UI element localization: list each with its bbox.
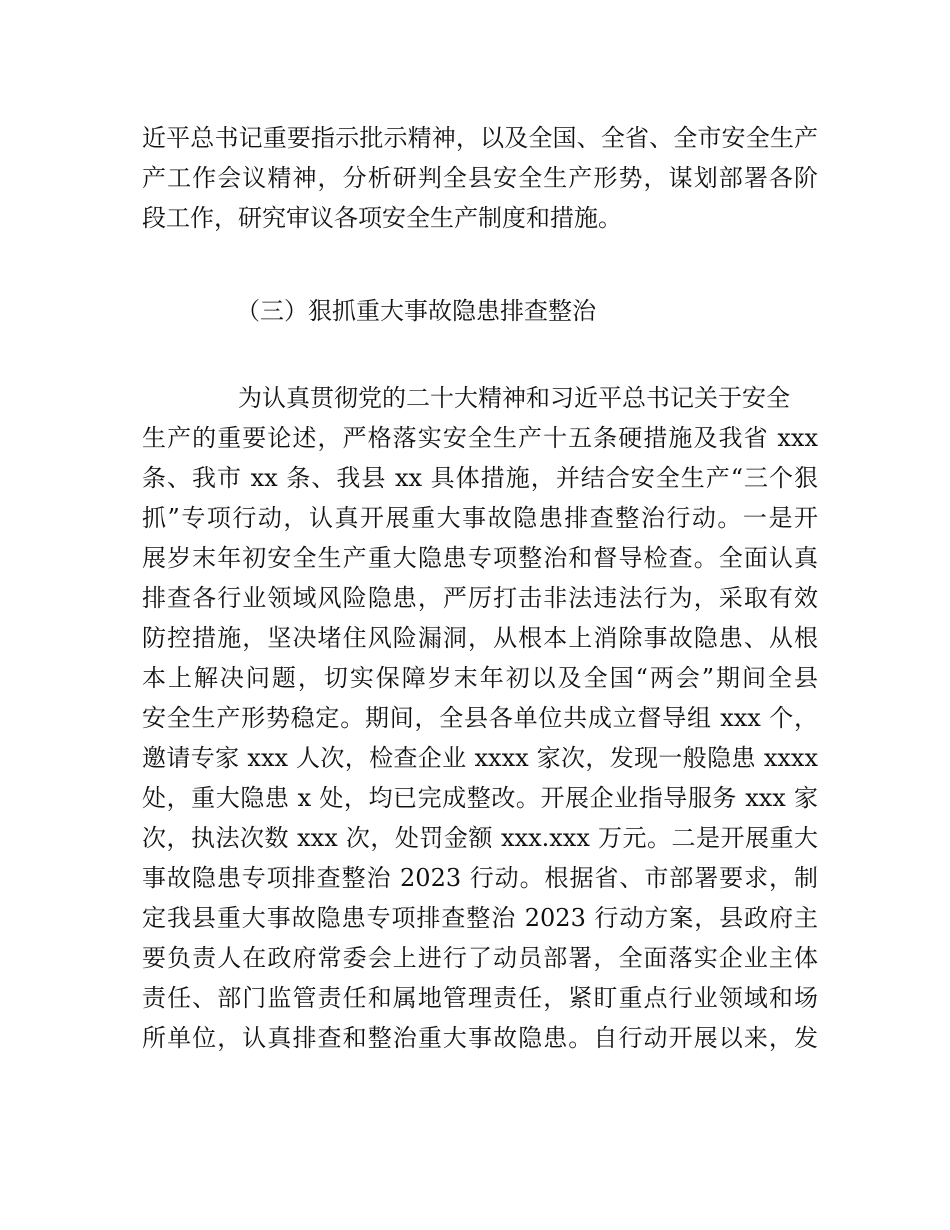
paragraph-line: 近平总书记重要指示批示精神，以及全国、全省、全市安全生产: [142, 124, 818, 152]
paragraph-line: 所单位，认真排查和整治重大事故隐患。自行动开展以来，发: [142, 1024, 818, 1052]
paragraph-line: 抓”专项行动，认真开展重大事故隐患排查整治行动。一是开: [142, 504, 818, 532]
paragraph-line: 产工作会议精神，分析研判全县安全生产形势，谋划部署各阶: [142, 164, 818, 192]
paragraph-line: 展岁末年初安全生产重大隐患专项整治和督导检查。全面认真: [142, 544, 818, 572]
paragraph-line: 要负责人在政府常委会上进行了动员部署，全面落实企业主体: [142, 944, 818, 972]
paragraph-line: 次，执法次数 xxx 次，处罚金额 xxx.xxx 万元。二是开展重大: [142, 824, 818, 852]
section-heading-block: [236, 291, 818, 331]
paragraph-line: 防控措施，坚决堵住风险漏洞，从根本上消除事故隐患、从根: [142, 624, 818, 652]
paragraph-line: 安全生产形势稳定。期间，全县各单位共成立督导组 xxx 个，: [142, 704, 818, 732]
paragraph-line: 段工作，研究审议各项安全生产制度和措施。: [142, 204, 622, 232]
paragraph-line: 排查各行业领域风险隐患，严厉打击非法违法行为，采取有效: [142, 584, 818, 612]
paragraph-line: 生产的重要论述，严格落实安全生产十五条硬措施及我省 xxx: [142, 424, 818, 452]
paragraph-continued: [142, 118, 818, 238]
paragraph-line: 条、我市 xx 条、我县 xx 具体措施，并结合安全生产“三个狠: [142, 464, 818, 492]
paragraph-line: 处，重大隐患 x 处，均已完成整改。开展企业指导服务 xxx 家: [142, 784, 818, 812]
paragraph-line: 邀请专家 xxx 人次，检查企业 xxxx 家次，发现一般隐患 xxxx: [142, 744, 818, 772]
paragraph-line: 定我县重大事故隐患专项排查整治 2023 行动方案，县政府主: [142, 904, 818, 932]
paragraph-line: 事故隐患专项排查整治 2023 行动。根据省、市部署要求，制: [142, 864, 818, 892]
paragraph-line: 本上解决问题，切实保障岁末年初以及全国“两会”期间全县: [142, 664, 818, 692]
paragraph-body: [142, 378, 818, 1058]
paragraph-first-line: 为认真贯彻党的二十大精神和习近平总书记关于安全: [238, 384, 790, 412]
paragraph-line: 责任、部门监管责任和属地管理责任，紧盯重点行业领域和场: [142, 984, 818, 1012]
section-heading: （三）狠抓重大事故隐患排查整治: [236, 297, 596, 325]
